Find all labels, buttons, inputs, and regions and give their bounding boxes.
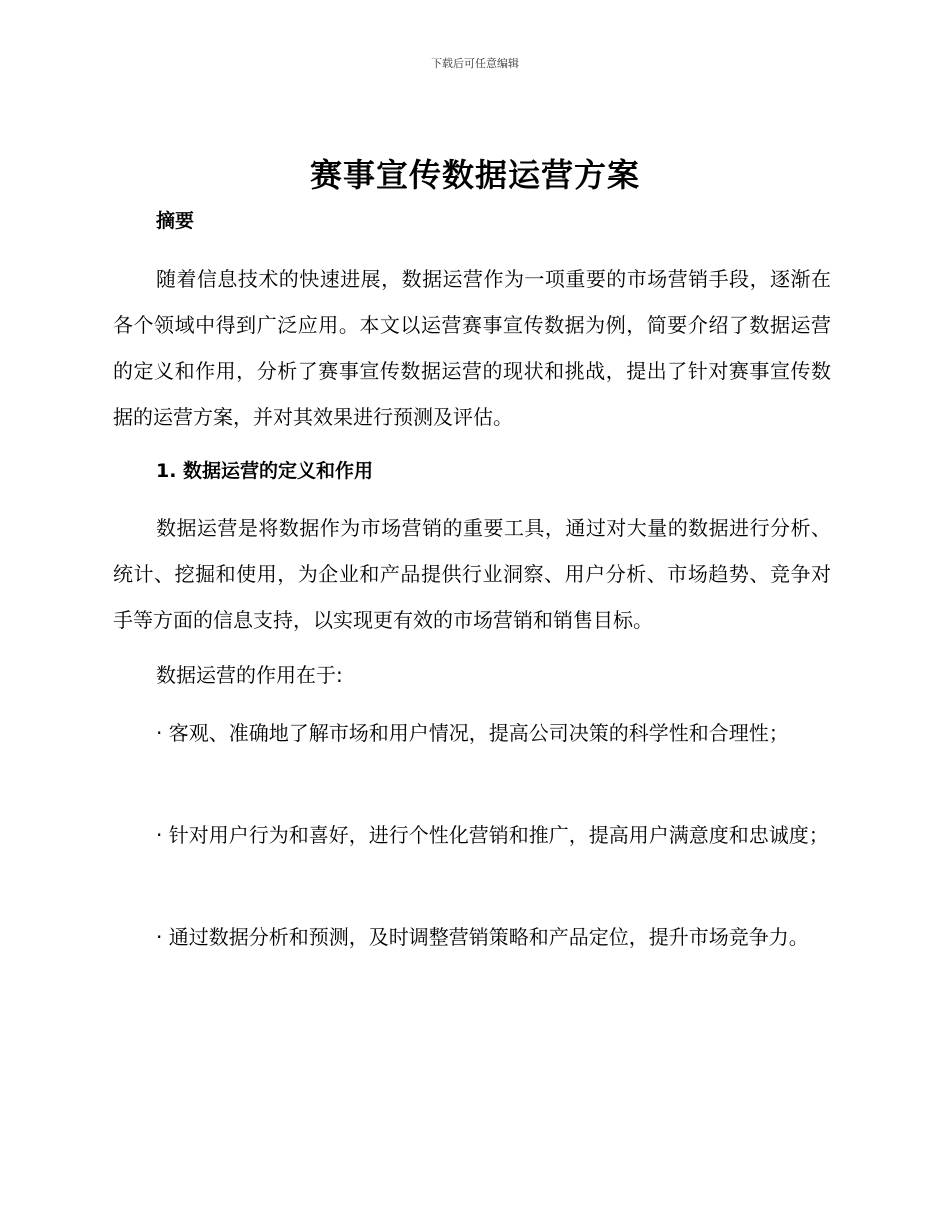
page-title: 赛事宣传数据运营方案	[309, 156, 640, 194]
role-bullet-3: · 通过数据分析和预测，及时调整营销策略和产品定位，提升市场竞争力。	[156, 925, 809, 949]
role-bullet-1: · 客观、准确地了解市场和用户情况，提高公司决策的科学性和合理性；	[156, 721, 789, 745]
role-bullet-2: · 针对用户行为和喜好，进行个性化营销和推广，提高用户满意度和忠诚度；	[156, 823, 829, 847]
abstract-paragraph: 随着信息技术的快速进展，数据运营作为一项重要的市场营销手段，逐渐在各个领域中得到广泛应用。本文以运营赛事宣传数据为例，简要介绍了数据运营的定义和作用，分析了赛事宣传数据运营的现状和挑战，提出了针对赛事宣传数据的运营方案，并对其效果进行预测及评估。	[113, 267, 831, 429]
header-note: 下载后可任意编辑	[431, 57, 519, 70]
abstract-heading: 摘要	[156, 210, 195, 232]
definition-paragraph: 数据运营是将数据作为市场营销的重要工具，通过对大量的数据进行分析、统计、挖掘和使用，为企业和产品提供行业洞察、用户分析、市场趋势、竞争对手等方面的信息支持，以实现更有效的市场营销和销售目标。	[113, 516, 831, 632]
section-1-heading: 1. 数据运营的定义和作用	[156, 460, 374, 482]
role-intro: 数据运营的作用在于:	[156, 663, 343, 687]
